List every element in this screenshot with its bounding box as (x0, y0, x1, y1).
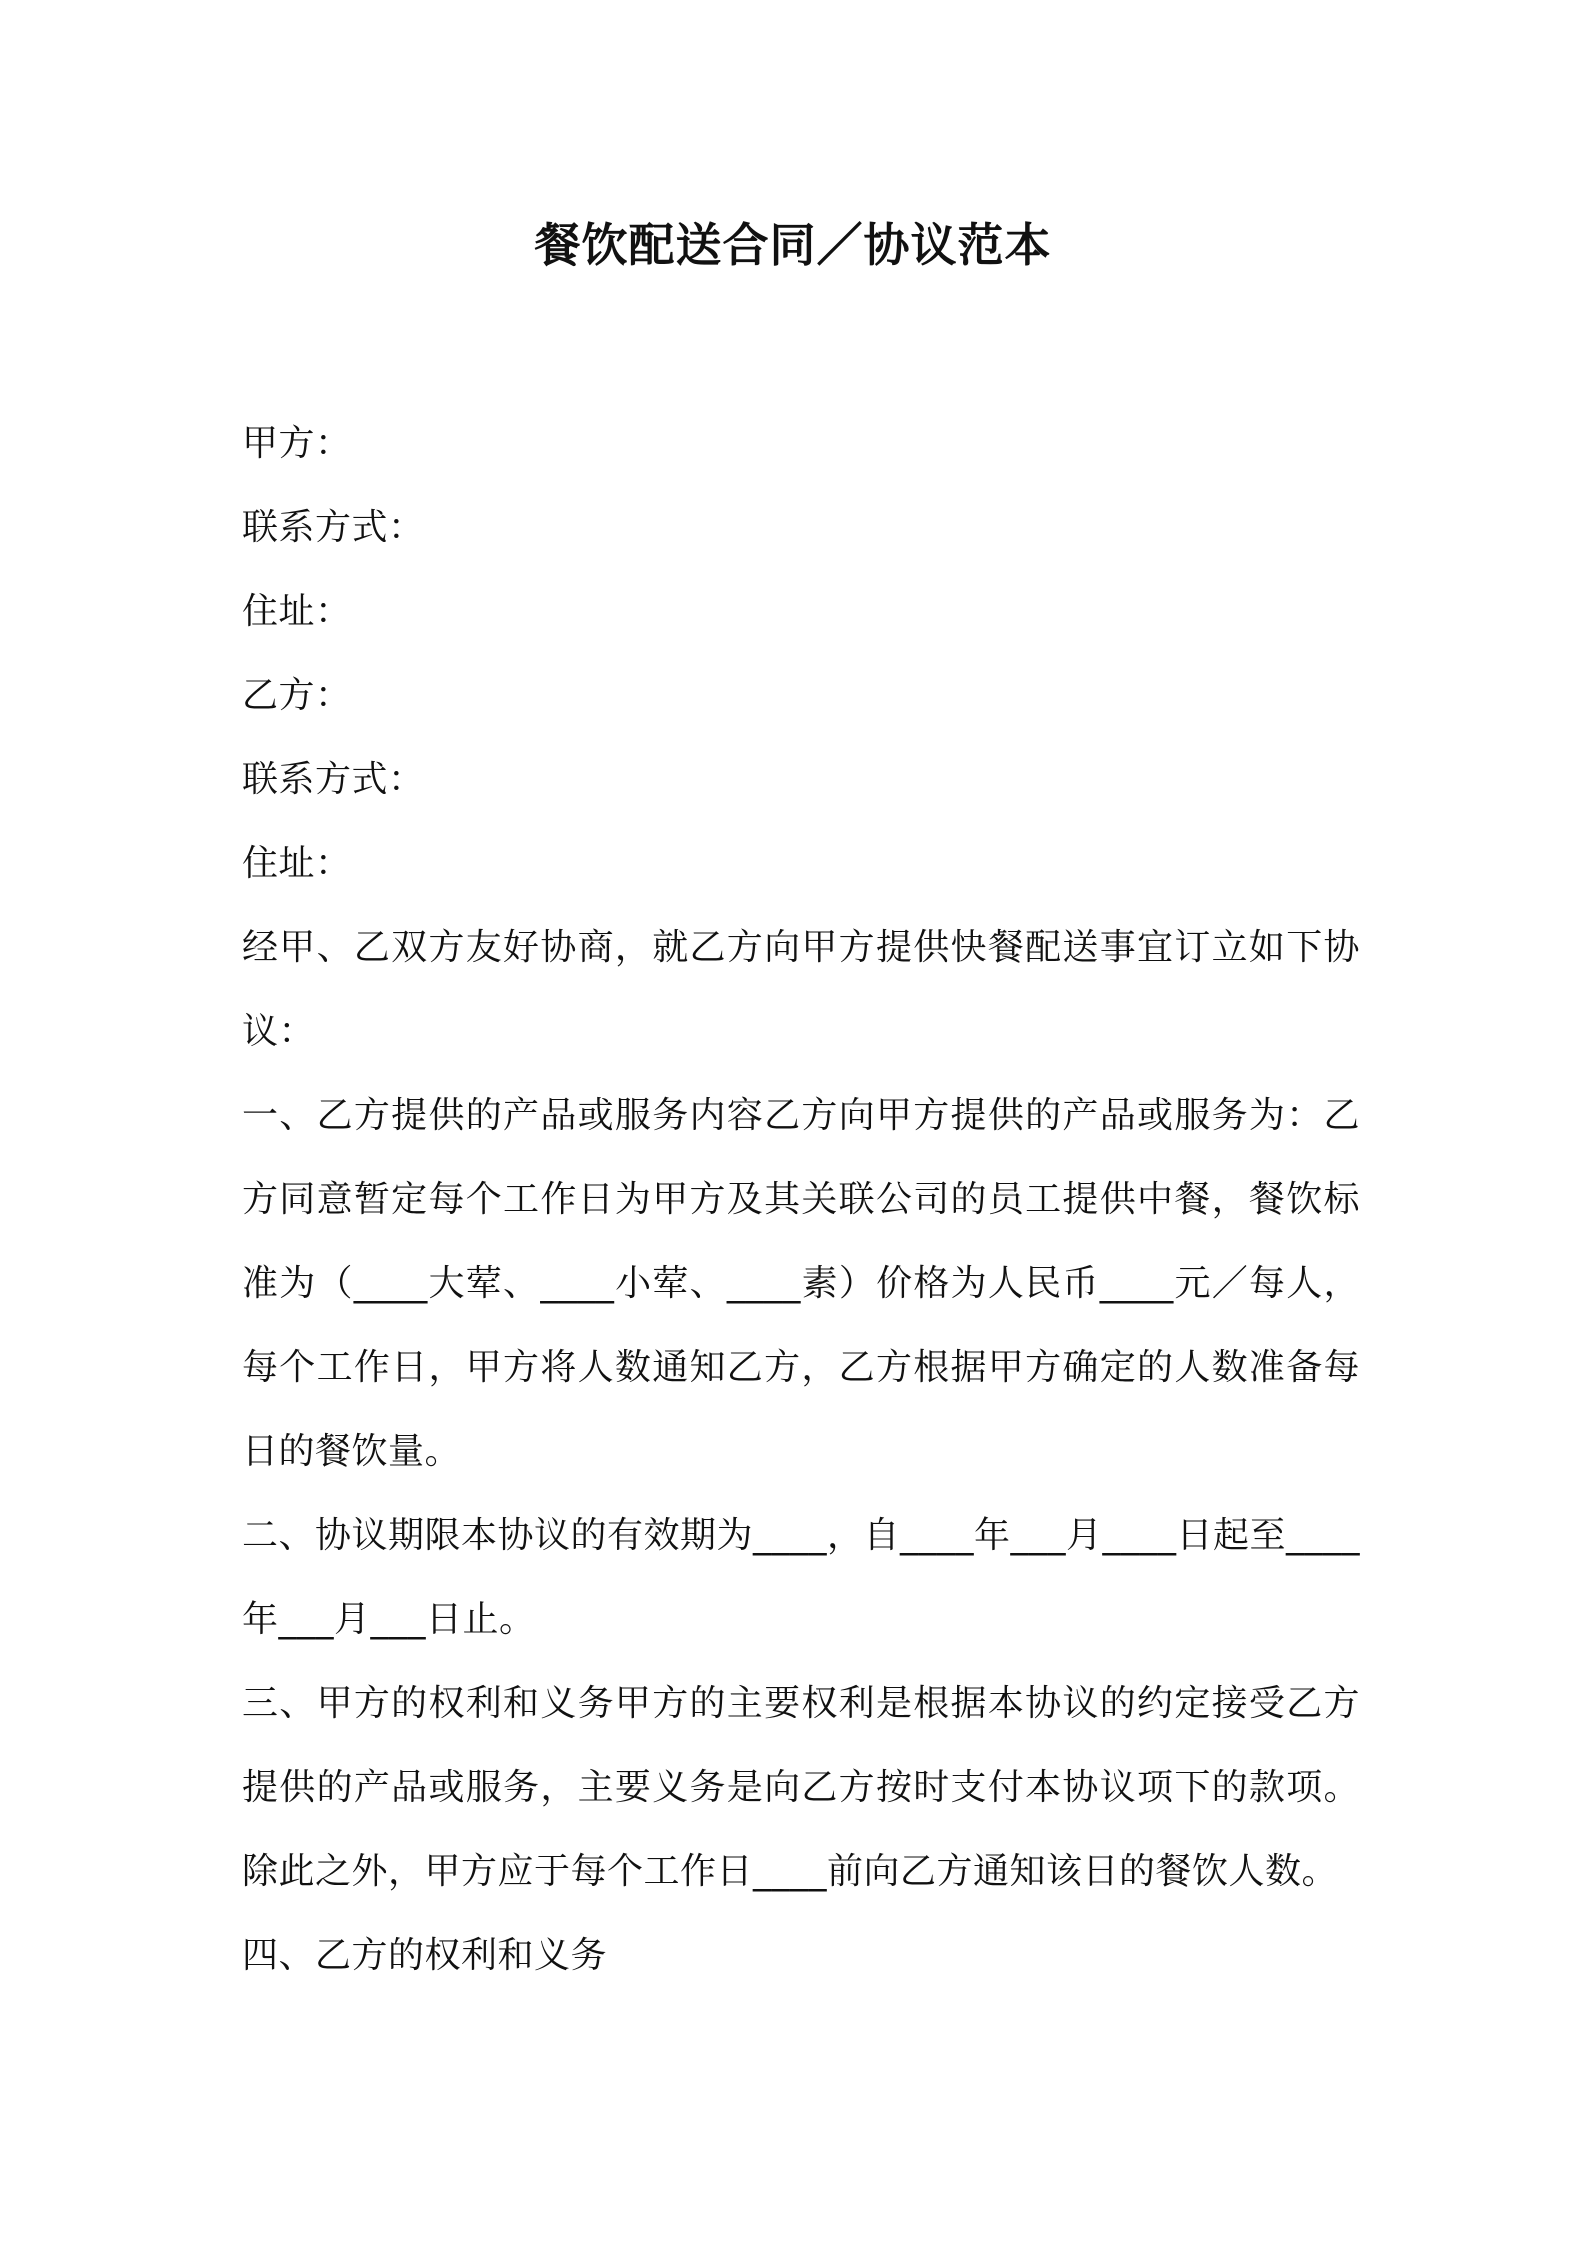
party-a-label: 甲方： (242, 423, 352, 464)
clause-4-heading: 四、乙方的权利和义务 (242, 1935, 608, 1976)
clause-2-paragraph: 二、协议期限本协议的有效期为____，自____年___月____日起至____年___月___日止。 (242, 1515, 1361, 1640)
party-b-address-label: 住址： (242, 843, 352, 884)
party-b-label: 乙方： (242, 675, 352, 716)
intro-paragraph: 经甲、乙双方友好协商，就乙方向甲方提供快餐配送事宜订立如下协议： (242, 927, 1360, 1052)
document-body (242, 402, 1360, 1998)
party-a-contact-label: 联系方式： (242, 507, 425, 548)
clause-3-paragraph: 三、甲方的权利和义务甲方的主要权利是根据本协议的约定接受乙方提供的产品或服务，主要义务是向乙方按时支付本协议项下的款项。除此之外，甲方应于每个工作日____前向乙方通知该日的餐饮人数。 (242, 1683, 1360, 1892)
party-a-address-label: 住址： (242, 591, 352, 632)
clause-1-paragraph: 一、乙方提供的产品或服务内容乙方向甲方提供的产品或服务为：乙方同意暂定每个工作日为甲方及其关联公司的员工提供中餐，餐饮标准为（____大荤、____小荤、____素）价格为人民币____元／每人，每个工作日，甲方将人数通知乙方，乙方根据甲方确定的人数准备每日的餐饮量。 (242, 1095, 1360, 1472)
document-title: 餐饮配送合同／协议范本 (534, 218, 1052, 272)
party-b-contact-label: 联系方式： (242, 759, 425, 800)
